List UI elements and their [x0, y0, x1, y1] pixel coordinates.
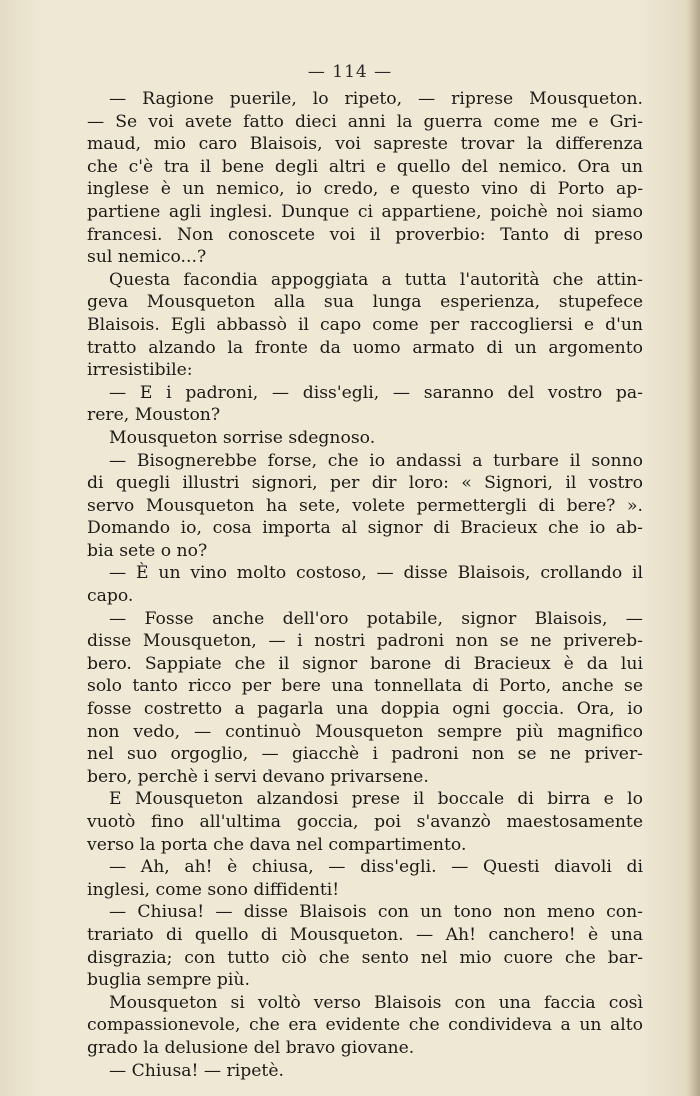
text-line: capo. — [87, 586, 134, 607]
text-line: sul nemico...? — [87, 247, 207, 268]
text-line: partiene agli inglesi. Dunque ci appartiene, poichè noi siamo — [87, 201, 643, 222]
text-line: vuotò fino all'ultima goccia, poi s'avanzò maestosamente — [87, 812, 643, 832]
text-line: Mousqueton si voltò verso Blaisois con una faccia così — [109, 992, 643, 1013]
text-line: — Se voi avete fatto dieci anni la guerra come me e Gri- — [87, 111, 643, 132]
text-line: — Fosse anche dell'oro potabile, signor Blaisois, — — [109, 608, 643, 629]
text-line: disse Mousqueton, — i nostri padroni non se ne privereb- — [87, 631, 643, 652]
text-line: rere, Mouston? — [87, 405, 221, 426]
body-text — [87, 88, 643, 1082]
text-line: — Ah, ah! è chiusa, — diss'egli. — Questi diavoli di — [109, 857, 643, 878]
text-line: bero, perchè i servi devano privarsene. — [87, 766, 429, 787]
text-line: — Chiusa! — disse Blaisois con un tono non meno con- — [109, 902, 643, 923]
text-line: — È un vino molto costoso, — disse Blaisois, crollando il — [109, 563, 643, 584]
text-line: geva Mousqueton alla sua lunga esperienza, stupefece — [87, 292, 643, 313]
text-line: irresistibile: — [87, 360, 193, 381]
text-line: non vedo, — continuò Mousqueton sempre più magnifico — [87, 721, 643, 742]
text-line: maud, mio caro Blaisois, voi sapreste trovar la differenza — [87, 134, 643, 155]
text-line: buglia sempre più. — [87, 970, 250, 991]
text-line: disgrazia; con tutto ciò che sento nel mio cuore che bar- — [87, 947, 643, 968]
text-line: — Bisognerebbe forse, che io andassi a turbare il sonno — [109, 450, 643, 471]
text-line: Domando io, cosa importa al signor di Bracieux che io ab- — [87, 518, 643, 539]
text-line: solo tanto ricco per bere una tonnellata di Porto, anche se — [87, 676, 643, 697]
text-line: tratto alzando la fronte da uomo armato di un argomento — [87, 337, 643, 358]
text-line: E Mousqueton alzandosi prese il boccale di birra e lo — [109, 789, 643, 810]
text-line: fosse costretto a pagarla una doppia ogni goccia. Ora, io — [87, 699, 643, 720]
text-line: servo Mousqueton ha sete, volete permettergli di bere? ». — [87, 495, 643, 516]
text-line: — Ragione puerile, lo ripeto, — riprese Mousqueton. — [109, 89, 643, 109]
text-line: inglesi, come sono diffidenti! — [87, 879, 340, 900]
text-line: inglese è un nemico, io credo, e questo vino di Porto ap- — [87, 179, 643, 200]
text-line: Mousqueton sorrise sdegnoso. — [109, 427, 376, 448]
page-number: — 114 — — [307, 62, 393, 82]
text-line: trariato di quello di Mousqueton. — Ah! canchero! è una — [87, 924, 643, 945]
text-line: Blaisois. Egli abbassò il capo come per raccogliersi e d'un — [87, 314, 643, 335]
text-line: grado la delusione del bravo giovane. — [87, 1037, 415, 1058]
text-line: — E i padroni, — diss'egli, — saranno del vostro pa- — [109, 382, 643, 403]
page-edge-shadow — [686, 0, 700, 1096]
text-line: francesi. Non conoscete voi il proverbio: Tanto di preso — [87, 224, 643, 245]
text-line: — Chiusa! — ripetè. — [109, 1060, 284, 1081]
text-line: compassionevole, che era evidente che condivideva a un alto — [87, 1015, 643, 1036]
text-line: Questa facondia appoggiata a tutta l'autorità che attin- — [109, 269, 643, 290]
text-line: bero. Sappiate che il signor barone di Bracieux è da lui — [87, 653, 643, 674]
text-line: bia sete o no? — [87, 540, 208, 561]
text-line: verso la porta che dava nel compartimento. — [87, 834, 467, 855]
text-line: di quegli illustri signori, per dir loro: « Signori, il vostro — [87, 473, 643, 494]
text-line: che c'è tra il bene degli altri e quello del nemico. Ora un — [87, 156, 643, 177]
text-line: nel suo orgoglio, — giacchè i padroni non se ne priver- — [87, 744, 643, 765]
